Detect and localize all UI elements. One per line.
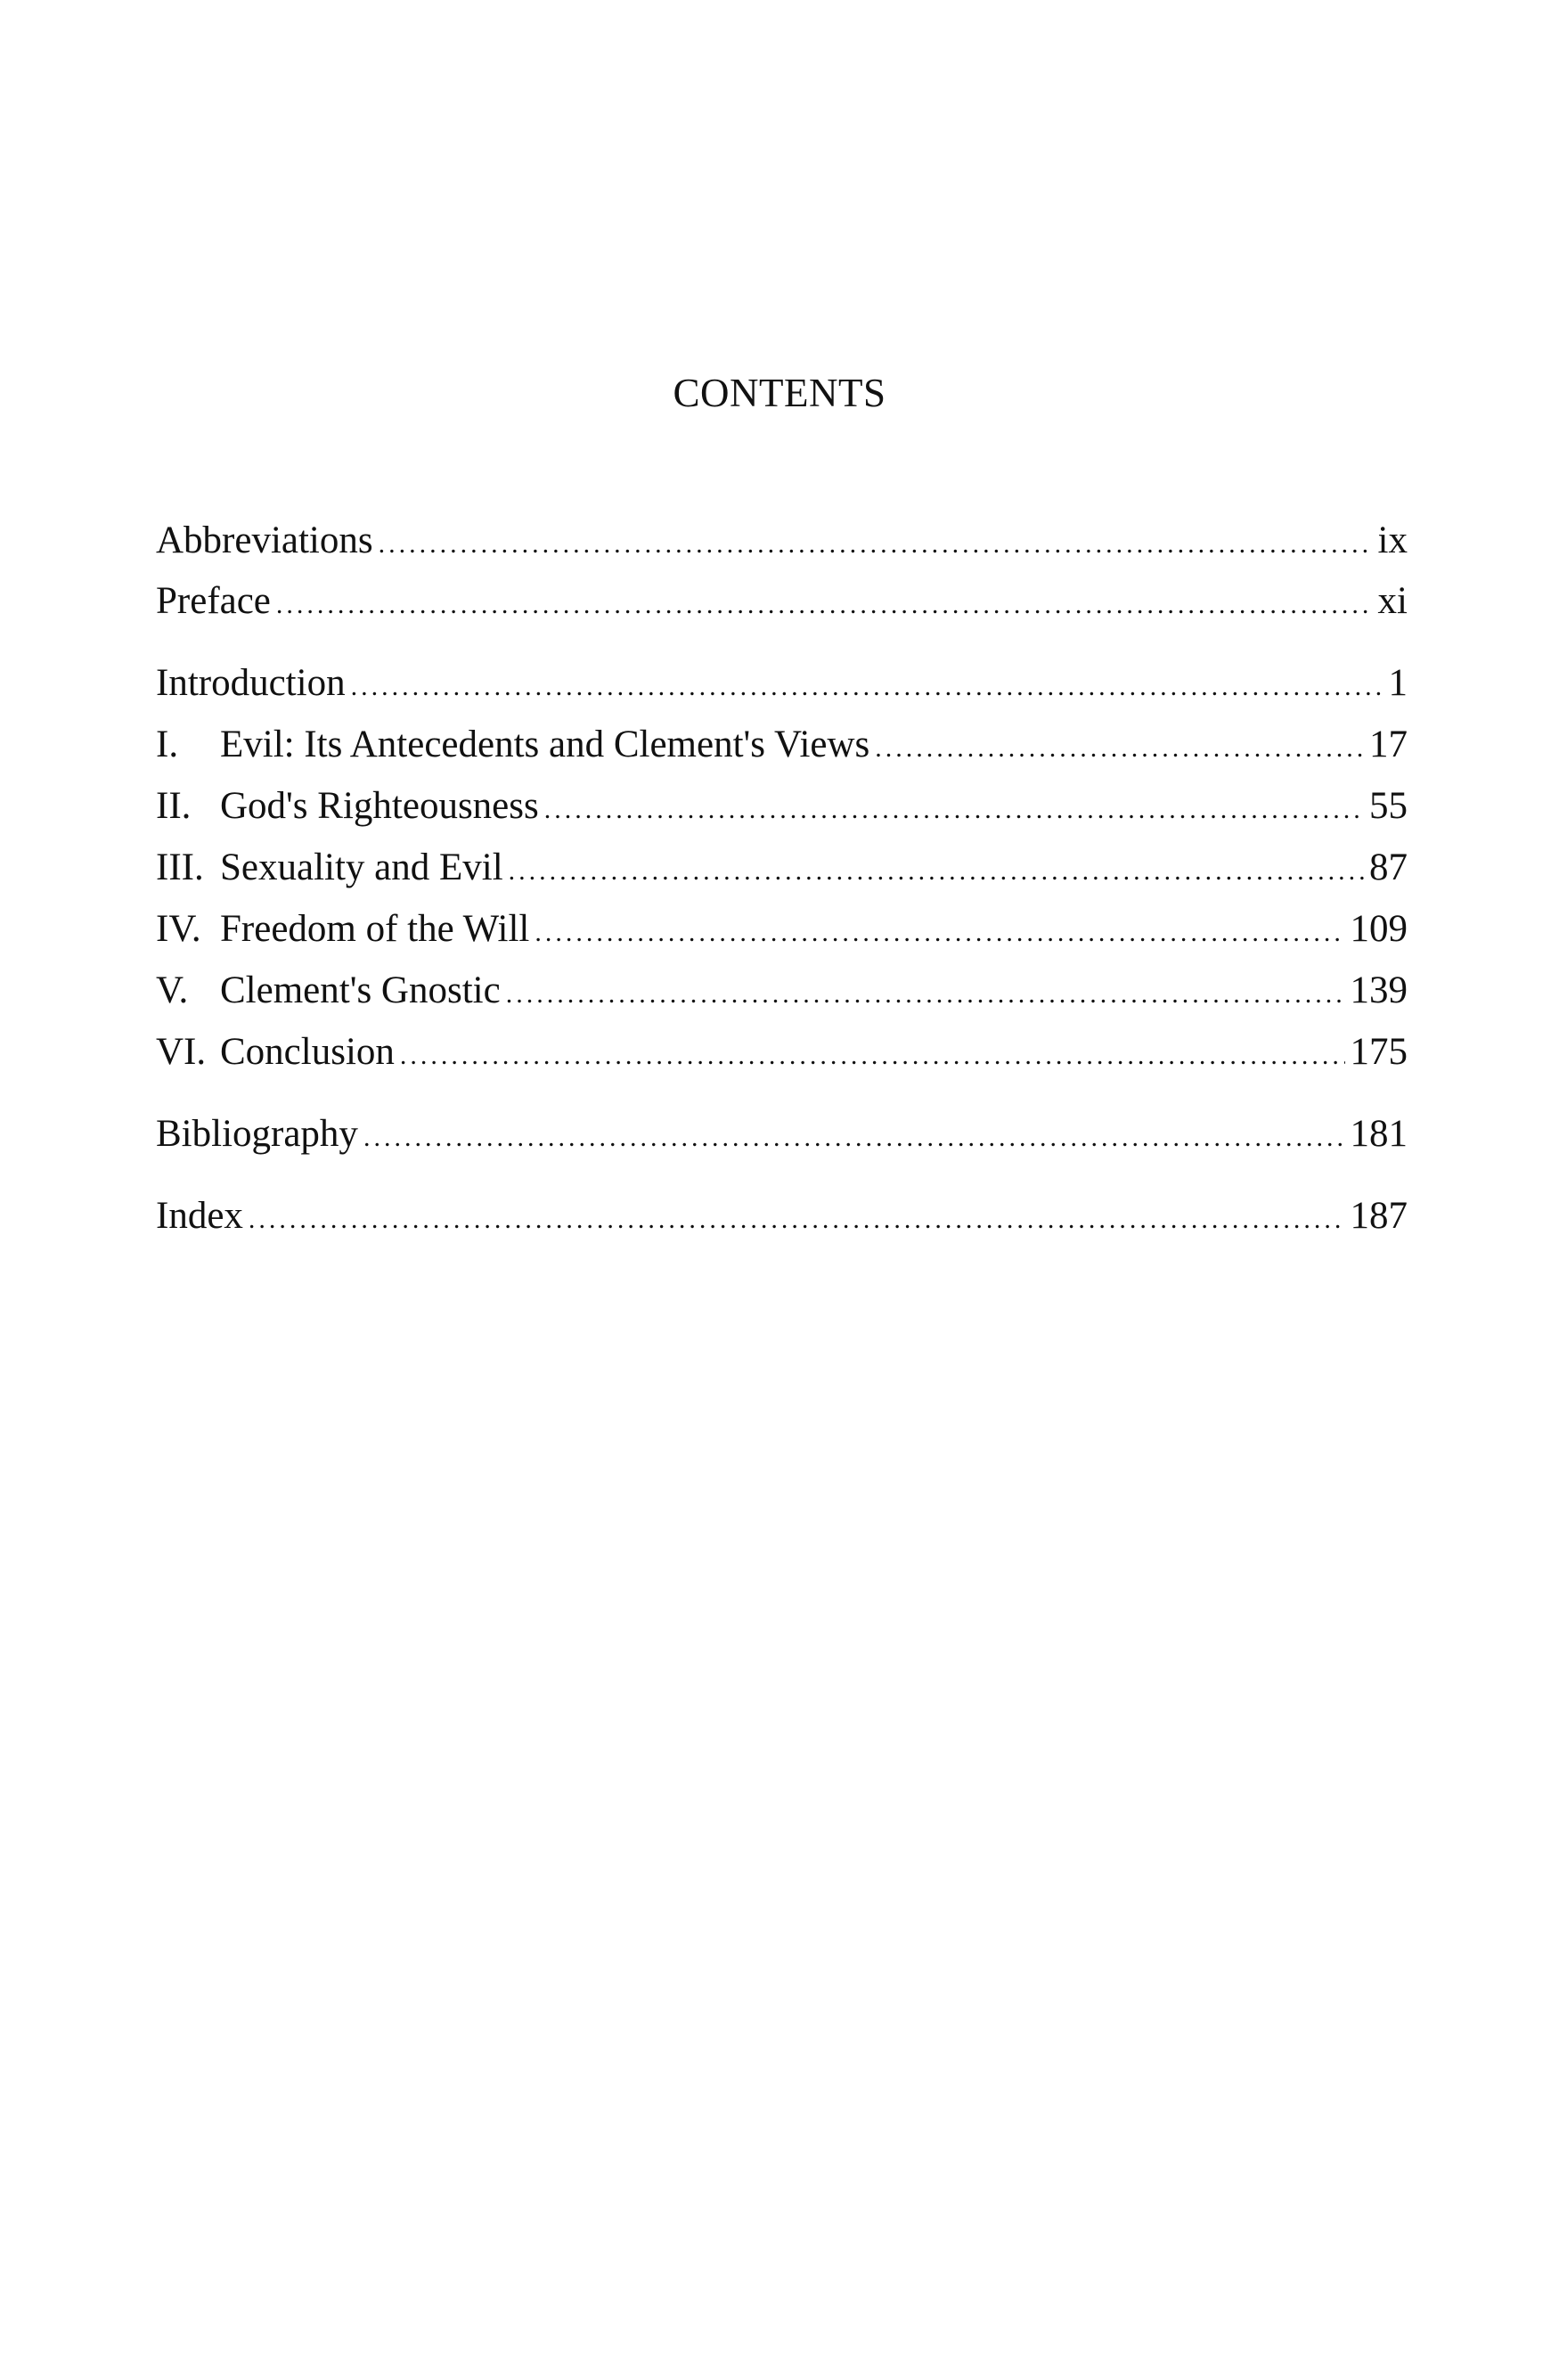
page-title: CONTENTS bbox=[673, 371, 886, 415]
toc-entry-label: God's Righteousness bbox=[220, 785, 539, 827]
dot-leader bbox=[509, 845, 1364, 898]
toc-entry-page: 175 bbox=[1350, 1031, 1408, 1073]
toc-entry-index[interactable] bbox=[156, 1190, 1408, 1243]
toc-entry-introduction[interactable] bbox=[156, 657, 1408, 710]
toc-entry-preface[interactable] bbox=[156, 575, 1408, 628]
dot-leader bbox=[249, 1193, 1345, 1247]
toc-entry-page: 187 bbox=[1350, 1195, 1408, 1237]
toc-entry-page: 181 bbox=[1350, 1113, 1408, 1155]
toc-entry-label: Evil: Its Antecedents and Clement's Views bbox=[220, 724, 870, 765]
toc-entry-label: Conclusion bbox=[220, 1031, 395, 1073]
dot-leader bbox=[506, 968, 1345, 1021]
dot-leader bbox=[276, 578, 1373, 632]
dot-leader bbox=[400, 1029, 1345, 1083]
toc-entry-bibliography[interactable] bbox=[156, 1108, 1408, 1161]
toc-entry-label: Introduction bbox=[156, 662, 346, 704]
toc-entry-page: 139 bbox=[1350, 969, 1408, 1011]
toc-entry-label: Preface bbox=[156, 580, 271, 622]
toc-entry-label: Sexuality and Evil bbox=[220, 846, 503, 888]
toc-entry-page: xi bbox=[1377, 580, 1408, 622]
toc-entry-chapter-3[interactable] bbox=[156, 841, 1408, 895]
toc-entry-number: I. bbox=[156, 724, 179, 765]
toc-entry-page: 17 bbox=[1369, 724, 1408, 765]
toc-entry-number: II. bbox=[156, 785, 192, 827]
dot-leader bbox=[544, 783, 1364, 837]
toc-entry-page: 1 bbox=[1388, 662, 1408, 704]
dot-leader bbox=[379, 518, 1373, 571]
toc-entry-label: Bibliography bbox=[156, 1113, 358, 1155]
toc-entry-label: Freedom of the Will bbox=[220, 908, 530, 950]
dot-leader bbox=[351, 660, 1384, 714]
toc-entry-label: Clement's Gnostic bbox=[220, 969, 501, 1011]
toc-entry-page: 55 bbox=[1369, 785, 1408, 827]
dot-leader bbox=[363, 1111, 1345, 1165]
dot-leader bbox=[535, 906, 1344, 960]
toc-entry-chapter-1[interactable] bbox=[156, 718, 1408, 772]
toc-entry-label: Index bbox=[156, 1195, 243, 1237]
toc-entry-number: VI. bbox=[156, 1031, 207, 1073]
toc-entry-label: Abbreviations bbox=[156, 519, 373, 561]
toc-entry-number: IV. bbox=[156, 908, 201, 950]
toc-entry-abbreviations[interactable] bbox=[156, 514, 1408, 568]
toc-entry-chapter-6[interactable] bbox=[156, 1026, 1408, 1079]
toc-entry-chapter-5[interactable] bbox=[156, 964, 1408, 1018]
toc-entry-number: III. bbox=[156, 846, 204, 888]
toc-entry-page: 109 bbox=[1350, 908, 1408, 950]
toc-entry-page: 87 bbox=[1369, 846, 1408, 888]
dot-leader bbox=[875, 722, 1364, 775]
toc-entry-page: ix bbox=[1377, 519, 1408, 561]
toc-entry-chapter-2[interactable] bbox=[156, 780, 1408, 833]
toc-entry-chapter-4[interactable] bbox=[156, 903, 1408, 956]
toc-entry-number: V. bbox=[156, 969, 189, 1011]
